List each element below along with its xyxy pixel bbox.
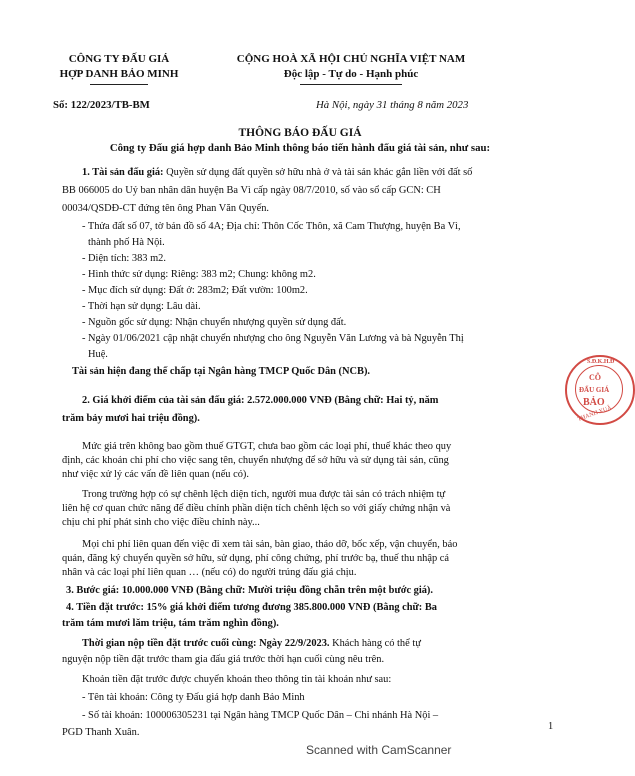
company-header: [34, 52, 204, 82]
intro-text: Công ty Đấu giá hợp danh Bảo Minh thông báo tiến hành đấu giá tài sản, như sau:: [109, 142, 491, 154]
deadline-line2: nguyện nộp tiền đặt trước tham gia đấu giá trước thời hạn cuối cùng nêu trên.: [62, 654, 385, 665]
bullet-duration: - Thời hạn sử dụng: Lâu dài.: [82, 301, 201, 312]
section1-line1: 1. Tài sản đấu giá: Quyền sử dụng đất quyền sở hữu nhà ở và tài sản khác gắn liền với đất số: [82, 167, 473, 178]
bullet-usage-form: - Hình thức sử dụng: Riêng: 383 m2; Chung: không m2.: [82, 269, 316, 280]
bullet-purpose: - Mục đích sử dụng: Đất ở: 283m2; Đất vườn: 100m2.: [82, 285, 308, 296]
p1-line1: Mức giá trên không bao gồm thuế GTGT, chưa bao gồm các loại phí, thuế khác theo quy: [82, 441, 452, 452]
section1-line2: BB 066005 do Uỷ ban nhân dân huyện Ba Vì cấp ngày 08/7/2010, số vào sổ cấp GCN: CH: [62, 185, 441, 196]
p3-line1: Mọi chi phí liên quan đến việc đi xem tài sản, bàn giao, tháo dỡ, bốc xếp, vận chuyển, bảo: [82, 539, 458, 550]
camscanner-watermark: Scanned with CamScanner: [306, 743, 452, 757]
bullet-area: - Diện tích: 383 m2.: [82, 253, 166, 264]
section3-step: 3. Bước giá: 10.000.000 VNĐ (Bằng chữ: Mười triệu đồng chẵn trên một bước giá).: [66, 585, 433, 596]
deadline-bold: Thời gian nộp tiền đặt trước cuối cùng: Ngày 22/9/2023.: [82, 638, 330, 649]
p3-line3: nhân và các loại phí liên quan … (nếu có) do người trúng đấu giá chịu.: [62, 567, 357, 578]
bullet-transfer: - Ngày 01/06/2021 cập nhật chuyển nhượng cho ông Nguyễn Văn Lương và bà Nguyễn Thị: [82, 333, 464, 344]
section2-line2: trăm bảy mươi hai triệu đồng).: [62, 413, 200, 424]
p3-line2: quản, đăng ký chuyển quyền sở hữu, sử dụng, phí công chứng, phí trước bạ, thuế thu nhập cá: [62, 553, 450, 564]
stamp-line2: ĐẤU GIÁ: [579, 386, 610, 394]
stamp-ring-text: S.Đ.K.H.Đ: [587, 359, 615, 365]
bullet-parcel-cont: thành phố Hà Nội.: [88, 237, 165, 248]
bank-account-number: - Số tài khoản: 100006305231 tại Ngân hàng TMCP Quốc Dân – Chi nhánh Hà Nội –: [82, 710, 439, 721]
company-stamp: [565, 355, 635, 425]
page-number: 1: [548, 721, 554, 732]
p1-line2: định, các khoản chi phí cho việc sang tên, chuyển nhượng để sở hữu và sử dụng tài sản, cũng: [62, 455, 449, 466]
section1-line3: 00034/QSDĐ-CT đứng tên ông Phan Văn Quyến.: [62, 203, 269, 214]
stamp-line3: BẢO: [583, 397, 605, 408]
national-motto: [226, 52, 476, 82]
bullet-transfer-cont: Huệ.: [88, 349, 108, 360]
motto-underline: [300, 84, 402, 85]
company-name-line1: CÔNG TY ĐẤU GIÁ: [68, 53, 170, 65]
p2-line2: liên hệ cơ quan chức năng để điều chỉnh phần diện tích chênh lệch so với giấy chứng nhận và: [62, 503, 451, 514]
section4-line1: 4. Tiền đặt trước: 15% giá khởi điểm tương đương 385.800.000 VNĐ (Bằng chữ: Ba: [66, 602, 437, 613]
bank-account-name: - Tên tài khoản: Công ty Đấu giá hợp danh Bảo Minh: [82, 692, 305, 703]
p2-line1: Trong trường hợp có sự chênh lệch diện tích, người mua được tài sản có trách nhiệm tự: [82, 489, 446, 500]
section1-lead: 1. Tài sản đấu giá:: [82, 167, 164, 178]
bullet-origin: - Nguồn gốc sử dụng: Nhận chuyển nhượng quyền sử dụng đất.: [82, 317, 347, 328]
stamp-bottom-text: THANH XUÂ: [577, 405, 613, 423]
p1-line3: như việc xử lý các vấn đề liên quan (nếu có).: [62, 469, 249, 480]
country-name: CỘNG HOÀ XÃ HỘI CHỦ NGHĨA VIỆT NAM: [236, 53, 466, 65]
deadline-line1: Thời gian nộp tiền đặt trước cuối cùng: Ngày 22/9/2023. Khách hàng có thể tự: [82, 638, 421, 649]
bank-branch: PGD Thanh Xuân.: [62, 727, 140, 738]
page-title: THÔNG BÁO ĐẤU GIÁ: [238, 127, 362, 139]
mortgage-note: Tài sản hiện đang thế chấp tại Ngân hàng TMCP Quốc Dân (NCB).: [72, 366, 371, 377]
bullet-parcel: - Thửa đất số 07, tờ bản đồ số 4A; Địa chỉ: Thôn Cốc Thôn, xã Cam Thượng, huyện Ba Vì,: [82, 221, 461, 232]
bank-intro: Khoản tiền đặt trước được chuyển khoản theo thông tin tài khoản như sau:: [82, 674, 392, 685]
p2-line3: chịu chi phí phát sinh cho việc điều chỉnh này...: [62, 517, 260, 528]
stamp-line1: CÔ: [589, 373, 601, 382]
document-number: Số: 122/2023/TB-BM: [53, 99, 150, 111]
motto: Độc lập - Tự do - Hạnh phúc: [283, 68, 419, 80]
company-underline: [90, 84, 148, 85]
place-date: Hà Nội, ngày 31 tháng 8 năm 2023: [316, 99, 469, 111]
section2-line1: 2. Giá khởi điểm của tài sản đấu giá: 2.572.000.000 VNĐ (Bằng chữ: Hai tỷ, năm: [82, 395, 439, 406]
section4-line2: trăm tám mươi lăm triệu, tám trăm nghìn đồng).: [62, 618, 279, 629]
company-name-line2: HỢP DANH BẢO MINH: [59, 68, 179, 80]
